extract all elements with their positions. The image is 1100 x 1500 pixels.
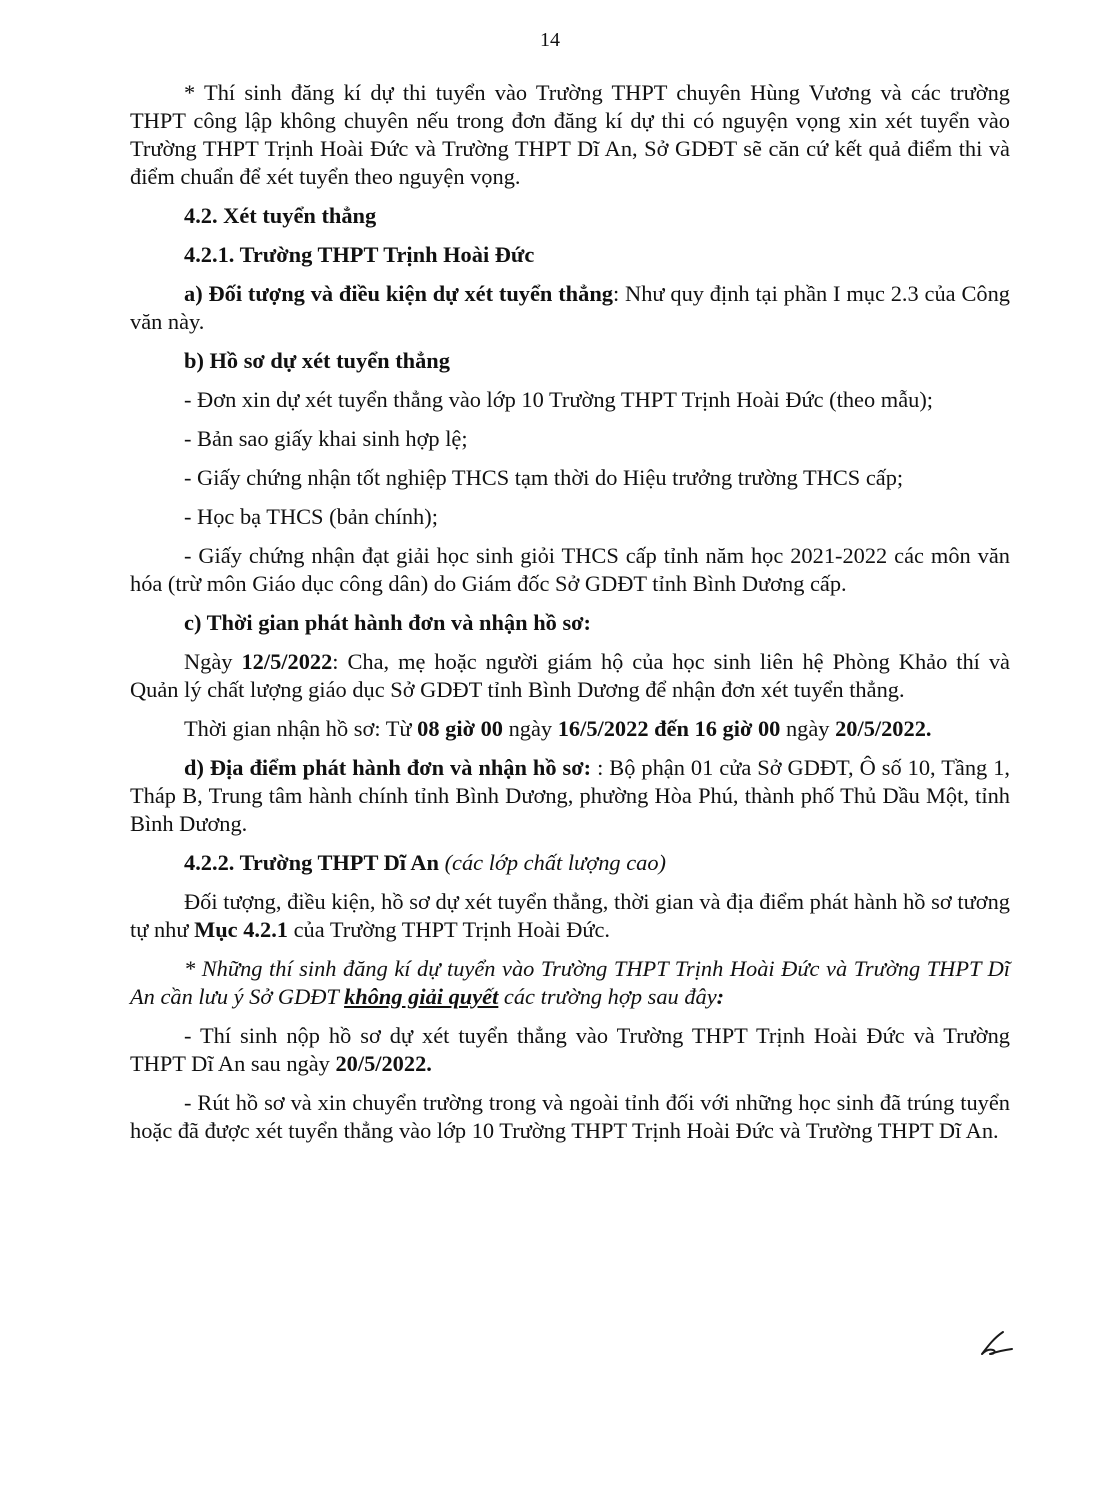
list-item-b-4: - Học bạ THCS (bản chính); — [184, 504, 438, 529]
text-c-1-post: : Cha, mẹ hoặc người giám hộ của học sinh liên hệ Phòng Khảo thí và Quản lý chất lượng giáo dục Sở GDĐT tỉnh Bình Dương để nhận đơn xét tuyển thẳng. — [130, 649, 1010, 702]
text-a: : Như quy định tại phần I mục 2.3 của Công văn này. — [130, 281, 1010, 334]
text-c-2-c: ngày — [502, 716, 558, 741]
heading-c: c) Thời gian phát hành đơn và nhận hồ sơ: — [184, 610, 592, 635]
page-number: 14 — [540, 29, 560, 51]
paragraph-intro-note: * Thí sinh đăng kí dự thi tuyển vào Trường THPT chuyên Hùng Vương và các trường THPT công lập không chuyên nếu trong đơn đăng kí dự thi có nguyện vọng xin xét tuyển vào Trường THPT Trịnh Hoài Đức và Trường THPT Dĩ An, Sở GDĐT sẽ căn cứ kết quả điểm thi và điểm chuẩn để xét tuyển theo nguyện vọng. — [130, 80, 1010, 189]
date-c-1: 12/5/2022 — [241, 649, 333, 674]
text-d: : Bộ phận 01 cửa Sở GDĐT, Ô số 10, Tầng 1, Tháp B, Trung tâm hành chính tỉnh Bình Dương, phường Hòa Phú, thành phố Thủ Dầu Một, tỉnh Bình Dương. — [130, 755, 1010, 836]
heading-d: d) Địa điểm phát hành đơn và nhận hồ sơ: — [184, 755, 592, 780]
list-item-b-2: - Bản sao giấy khai sinh hợp lệ; — [184, 426, 468, 451]
text-4-2-2-post: của Trường THPT Trịnh Hoài Đức. — [287, 917, 611, 942]
text-c-2-a: Thời gian nhận hồ sơ: Từ — [184, 716, 418, 741]
list-item-b-1: - Đơn xin dự xét tuyển thẳng vào lớp 10 Trường THPT Trịnh Hoài Đức (theo mẫu); — [184, 387, 934, 412]
heading-4-2-1: 4.2.1. Trường THPT Trịnh Hoài Đức — [184, 242, 535, 267]
heading-4-2-2-note: (các lớp chất lượng cao) — [439, 850, 666, 875]
warning-colon: : — [716, 984, 725, 1009]
list-item-case-2: - Rút hồ sơ và xin chuyển trường trong và ngoài tỉnh đối với những học sinh đã trúng tuyển hoặc đã được xét tuyển thẳng vào lớp 10 Trường THPT Trịnh Hoài Đức và Trường THPT Dĩ An. — [130, 1090, 1010, 1143]
date-c-2-f: 20/5/2022. — [835, 716, 932, 741]
date-c-2-d: 16/5/2022 đến 16 giờ 00 — [557, 716, 781, 741]
document-body — [130, 79, 1010, 1145]
text-c-1-pre: Ngày — [184, 649, 242, 674]
heading-4-2-2-title: 4.2.2. Trường THPT Dĩ An — [184, 850, 439, 875]
list-item-b-3: - Giấy chứng nhận tốt nghiệp THCS tạm thời do Hiệu trưởng trường THCS cấp; — [184, 465, 904, 490]
paragraph-4-2-2 — [130, 888, 1010, 944]
warning-text-post: các trường hợp sau đây — [498, 984, 717, 1009]
ref-4-2-1: Mục 4.2.1 — [194, 917, 288, 942]
paragraph-a — [130, 280, 1010, 336]
case-1-text: - Thí sinh nộp hồ sơ dự xét tuyển thẳng vào Trường THPT Trịnh Hoài Đức và Trường THPT Dĩ An sau ngày — [130, 1023, 1010, 1076]
heading-4-2-2 — [130, 849, 1010, 877]
paragraph-c-1 — [130, 648, 1010, 704]
text-c-2-e: ngày — [780, 716, 836, 741]
paragraph-c-2 — [130, 715, 1010, 743]
heading-b: b) Hồ sơ dự xét tuyển thẳng — [184, 348, 450, 373]
heading-a: a) Đối tượng và điều kiện dự xét tuyển thẳng — [184, 281, 613, 306]
list-item-b-5: - Giấy chứng nhận đạt giải học sinh giỏi THCS cấp tỉnh năm học 2021-2022 các môn văn hóa (trừ môn Giáo dục công dân) do Giám đốc Sở GDĐT tỉnh Bình Dương cấp. — [130, 543, 1010, 596]
handwritten-initials — [976, 1328, 1016, 1360]
paragraph-d — [130, 754, 1010, 838]
list-item-case-1 — [130, 1022, 1010, 1078]
warning-emphasis: không giải quyết — [344, 984, 499, 1009]
time-c-2-b: 08 giờ 00 — [417, 716, 503, 741]
paragraph-warning-note — [130, 955, 1010, 1011]
case-1-date: 20/5/2022. — [335, 1051, 432, 1076]
text-4-2-2-pre: Đối tượng, điều kiện, hồ sơ dự xét tuyển thẳng, thời gian và địa điểm phát hành hồ sơ tương tự như — [130, 889, 1010, 942]
warning-text-pre: * Những thí sinh đăng kí dự tuyển vào Trường THPT Trịnh Hoài Đức và Trường THPT Dĩ An cần lưu ý Sở GDĐT — [130, 956, 1010, 1009]
heading-4-2: 4.2. Xét tuyển thẳng — [184, 203, 377, 228]
